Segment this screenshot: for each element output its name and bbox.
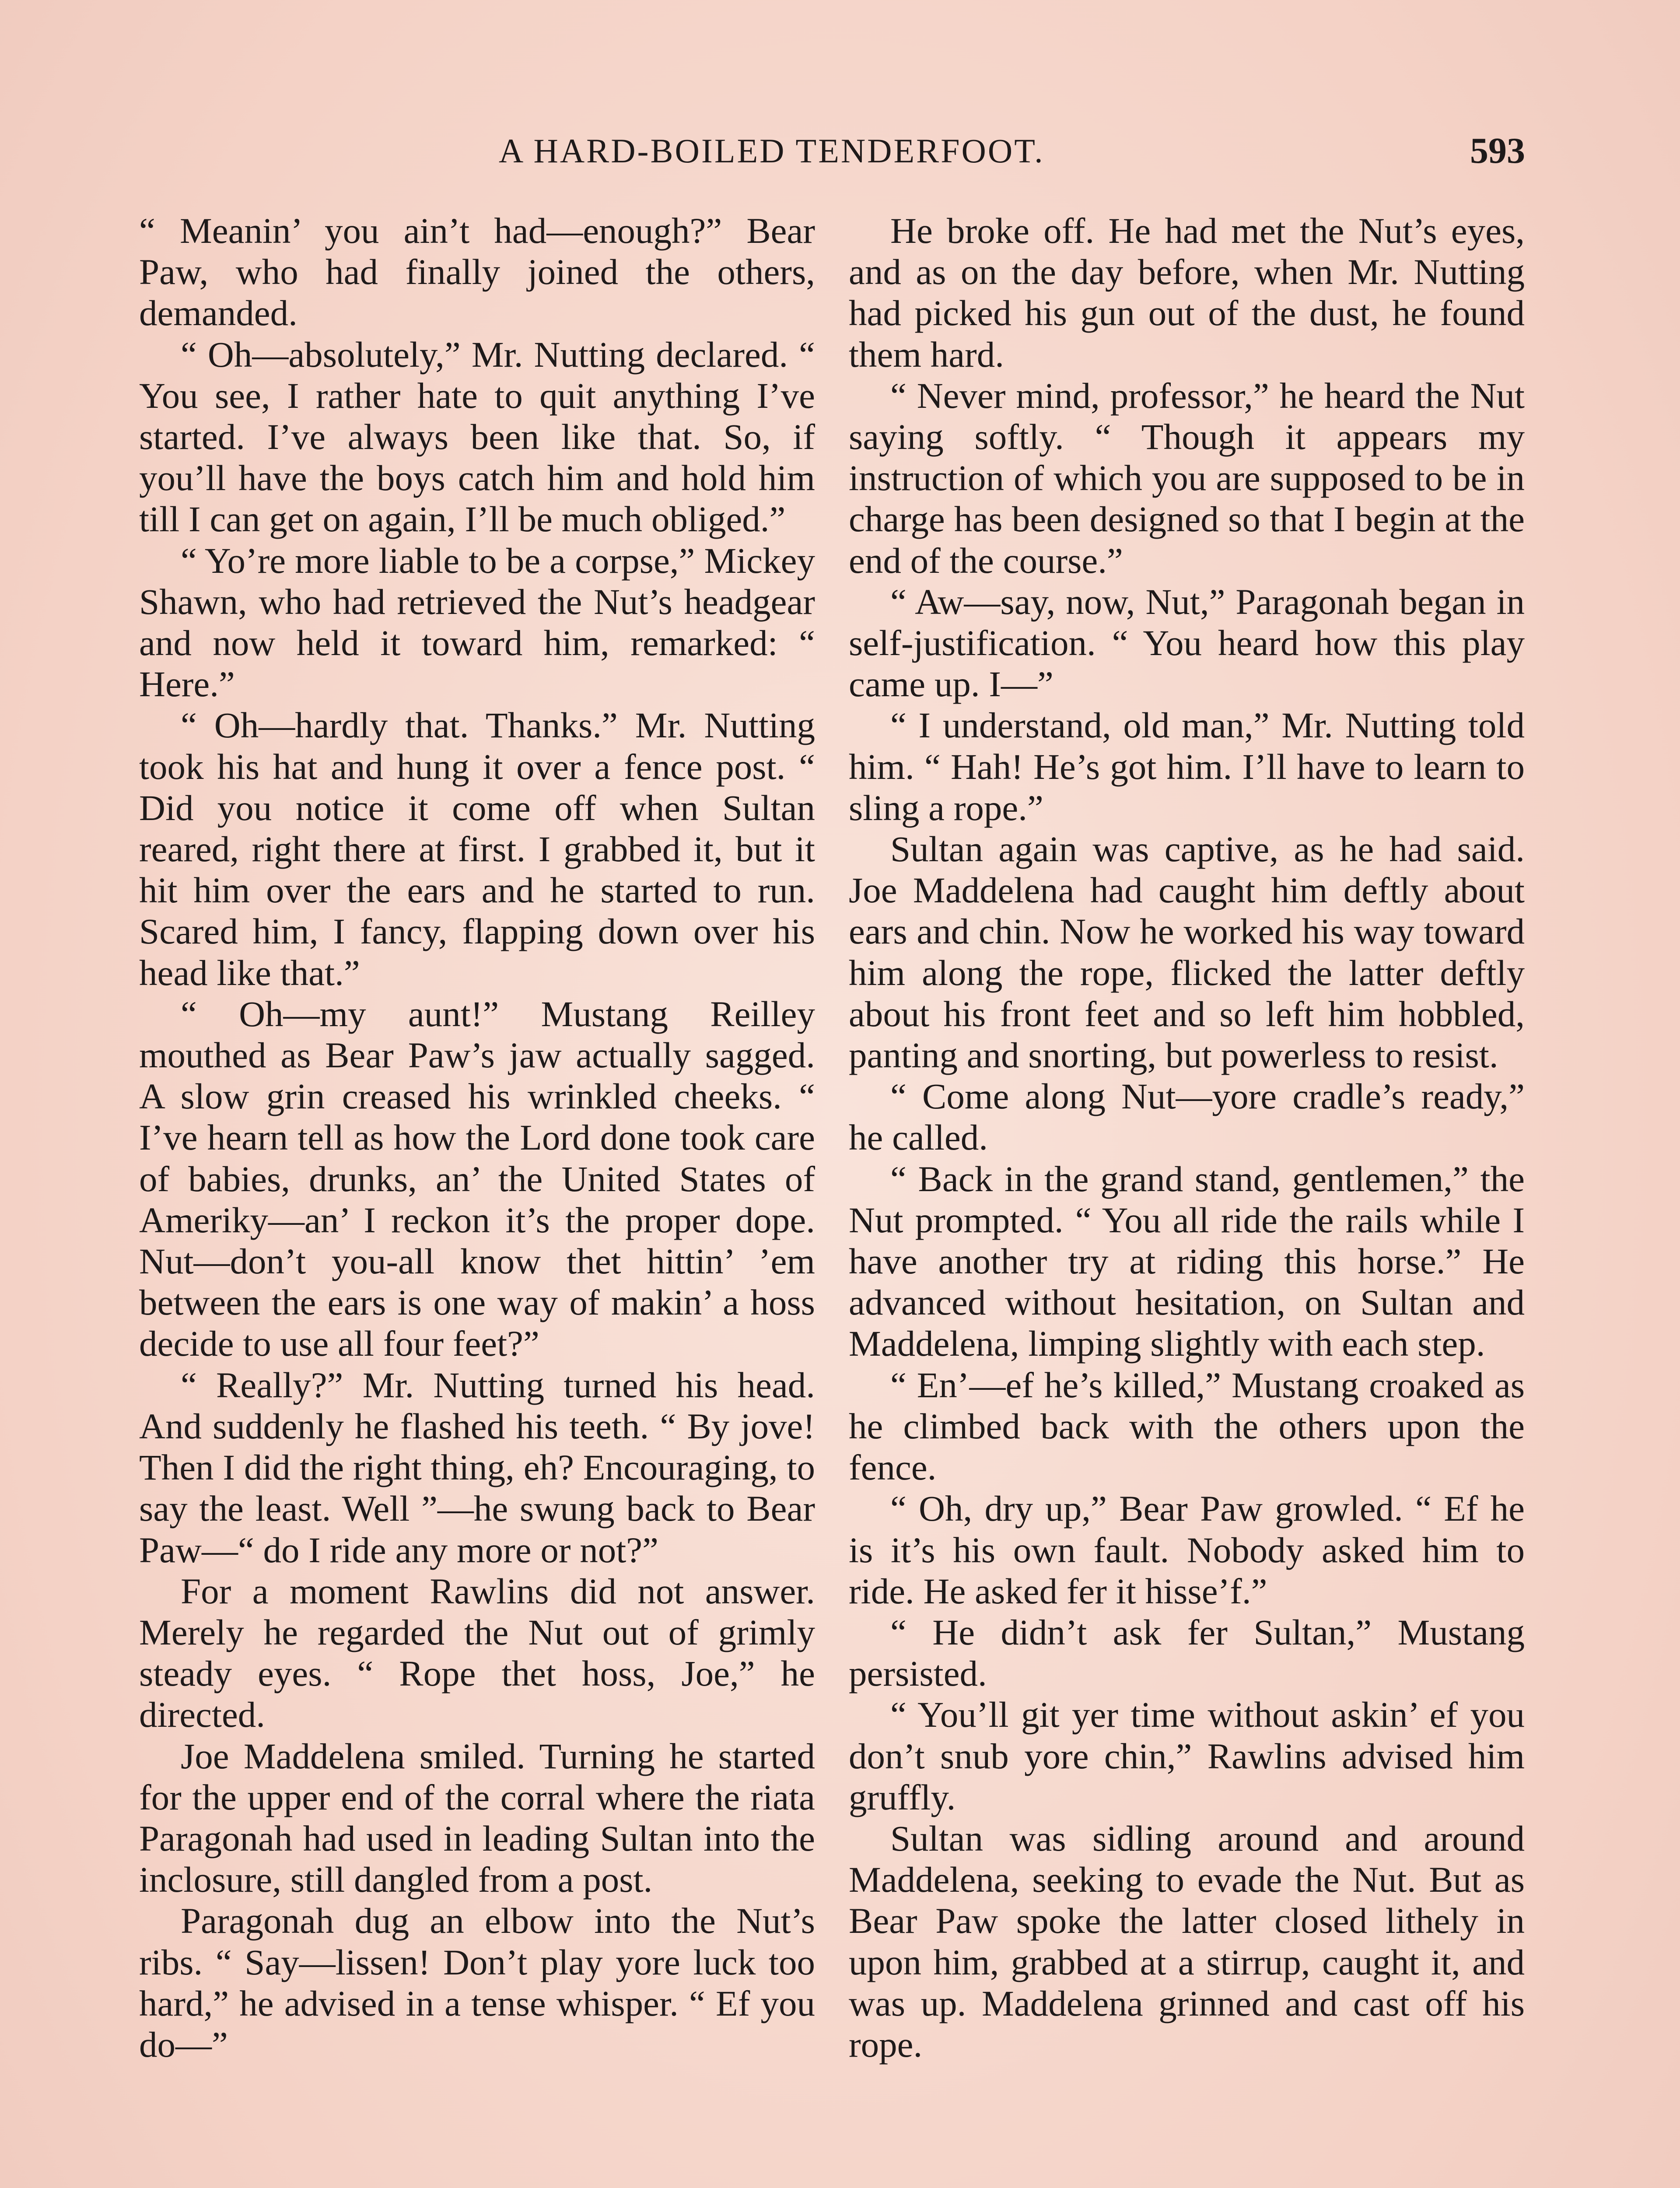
right-column — [849, 210, 1525, 2065]
running-title: A HARD-BOILED TENDERFOOT. — [499, 132, 1045, 170]
paragraph: “ Really?” Mr. Nutting turned his head. And suddenly he flashed his teeth. “ By jove! Then I did the right thing, eh? Encouraging, to say the least. Well ”—he swung back to Bear Paw—“ do I ride any more or not?” — [139, 1364, 815, 1570]
paragraph: “ Meanin’ you ain’t had—enough?” Bear Paw, who had finally joined the others, demanded. — [139, 210, 815, 333]
paragraph: “ You’ll git yer time without askin’ ef you don’t snub yore chin,” Rawlins advised him gruffly. — [849, 1694, 1525, 1817]
paragraph: “ Oh—absolutely,” Mr. Nutting declared. “ You see, I rather hate to quit anything I’ve started. I’ve always been like that. So, if you’ll have the boys catch him and hold him till I can get on again, I’ll be much obliged.” — [139, 334, 815, 540]
paragraph: Sultan was sidling around and around Maddelena, seeking to evade the Nut. But as Bear Paw spoke the latter closed lithely in upon him, grabbed at a stirrup, caught it, and was up. Maddelena grinned and cast off his rope. — [849, 1818, 1525, 2065]
paragraph: “ Yo’re more liable to be a corpse,” Mickey Shawn, who had retrieved the Nut’s headgear and now held it toward him, remarked: “ Here.” — [139, 540, 815, 705]
paragraph: He broke off. He had met the Nut’s eyes, and as on the day before, when Mr. Nutting had picked his gun out of the dust, he found them hard. — [849, 210, 1525, 375]
left-column — [139, 210, 815, 2065]
paragraph: “ He didn’t ask fer Sultan,” Mustang persisted. — [849, 1612, 1525, 1694]
paragraph: “ Aw—say, now, Nut,” Paragonah began in self-justification. “ You heard how this play came up. I—” — [849, 581, 1525, 705]
paragraph: “ Come along Nut—yore cradle’s ready,” he called. — [849, 1076, 1525, 1158]
paragraph: For a moment Rawlins did not answer. Merely he regarded the Nut out of grimly steady eyes. “ Rope thet hoss, Joe,” he directed. — [139, 1571, 815, 1735]
paragraph: Joe Maddelena smiled. Turning he started for the upper end of the corral where the riata Paragonah had used in leading Sultan into the inclosure, still dangled from a post. — [139, 1736, 815, 1900]
paragraph: “ En’—ef he’s killed,” Mustang croaked as he climbed back with the others upon the fence. — [849, 1364, 1525, 1488]
paragraph: “ Oh—hardly that. Thanks.” Mr. Nutting took his hat and hung it over a fence post. “ Did you notice it come off when Sultan reared, right there at first. I grabbed it, but it hit him over the ears and he started to run. Scared him, I fancy, flapping down over his head like that.” — [139, 705, 815, 993]
paragraph: “ Never mind, professor,” he heard the Nut saying softly. “ Though it appears my instruction of which you are supposed to be in charge has been designed so that I begin at the end of the course.” — [849, 375, 1525, 581]
paragraph: “ Oh—my aunt!” Mustang Reilley mouthed as Bear Paw’s jaw actually sagged. A slow grin creased his wrinkled cheeks. “ I’ve hearn tell as how the Lord done took care of babies, drunks, an’ the United States of Ameriky—an’ I reckon it’s the proper dope. Nut—don’t you-all know thet hittin’ ’em between the ears is one way of makin’ a hoss decide to use all four feet?” — [139, 993, 815, 1364]
paragraph: Paragonah dug an elbow into the Nut’s ribs. “ Say—lissen! Don’t play yore luck too hard,” he advised in a tense whisper. “ Ef you do—” — [139, 1900, 815, 2065]
page-number: 593 — [1470, 130, 1525, 171]
paragraph: Sultan again was captive, as he had said. Joe Maddelena had caught him deftly about ears and chin. Now he worked his way toward him along the rope, flicked the latter deftly about his front feet and so left him hobbled, panting and snorting, but powerless to resist. — [849, 829, 1525, 1076]
paragraph: “ Oh, dry up,” Bear Paw growled. “ Ef he is it’s his own fault. Nobody asked him to ride. He asked fer it hisse’f.” — [849, 1488, 1525, 1611]
paragraph: “ Back in the grand stand, gentlemen,” the Nut prompted. “ You all ride the rails while I have another try at riding this horse.” He advanced without hesitation, on Sultan and Maddelena, limping slightly with each step. — [849, 1158, 1525, 1364]
paragraph: “ I understand, old man,” Mr. Nutting told him. “ Hah! He’s got him. I’ll have to learn to sling a rope.” — [849, 705, 1525, 828]
